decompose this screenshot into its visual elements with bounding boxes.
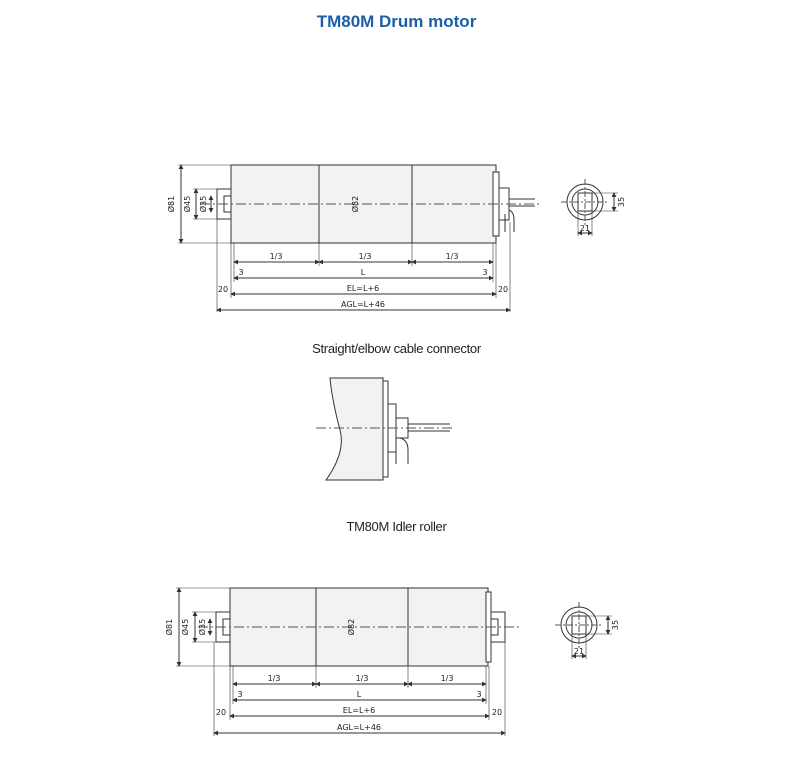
dim-gap3: 3: [237, 690, 243, 699]
dim-third: 1/3: [269, 252, 283, 261]
dim-L: L: [360, 268, 366, 277]
dim-third: 1/3: [440, 674, 454, 683]
dim-gap20: 20: [217, 285, 229, 294]
dim-third: 1/3: [267, 674, 281, 683]
page-title: TM80M Drum motor: [316, 12, 477, 31]
dim-d81: Ø81: [165, 618, 174, 636]
dim-third: 1/3: [445, 252, 459, 261]
dim-gap3: 3: [238, 268, 244, 277]
dim-side-21: 21: [573, 647, 585, 656]
dim-d35: Ø35: [199, 195, 208, 213]
dim-gap20: 20: [491, 708, 503, 717]
dim-side-35: 35: [617, 196, 626, 208]
idler-caption: TM80M Idler roller: [346, 519, 447, 534]
connector-detail: [316, 378, 452, 480]
dim-d81: Ø81: [167, 195, 176, 213]
dim-d45: Ø45: [181, 618, 190, 636]
dim-gap3: 3: [482, 268, 488, 277]
dim-side-21: 21: [579, 224, 591, 233]
dim-d82: Ø82: [351, 195, 360, 213]
dim-EL: EL=L+6: [346, 284, 380, 293]
dim-d35: Ø35: [198, 618, 207, 636]
dim-gap20: 20: [215, 708, 227, 717]
dim-gap3: 3: [476, 690, 482, 699]
dim-gap20: 20: [497, 285, 509, 294]
dim-L: L: [356, 690, 362, 699]
connector-caption: Straight/elbow cable connector: [312, 341, 481, 356]
dim-d45: Ø45: [183, 195, 192, 213]
dim-AGL: AGL=L+46: [336, 723, 382, 732]
dim-third: 1/3: [358, 252, 372, 261]
dim-EL: EL=L+6: [342, 706, 376, 715]
dim-side-35: 35: [611, 619, 620, 631]
dim-d82: Ø82: [347, 618, 356, 636]
dim-third: 1/3: [355, 674, 369, 683]
dim-AGL: AGL=L+46: [340, 300, 386, 309]
